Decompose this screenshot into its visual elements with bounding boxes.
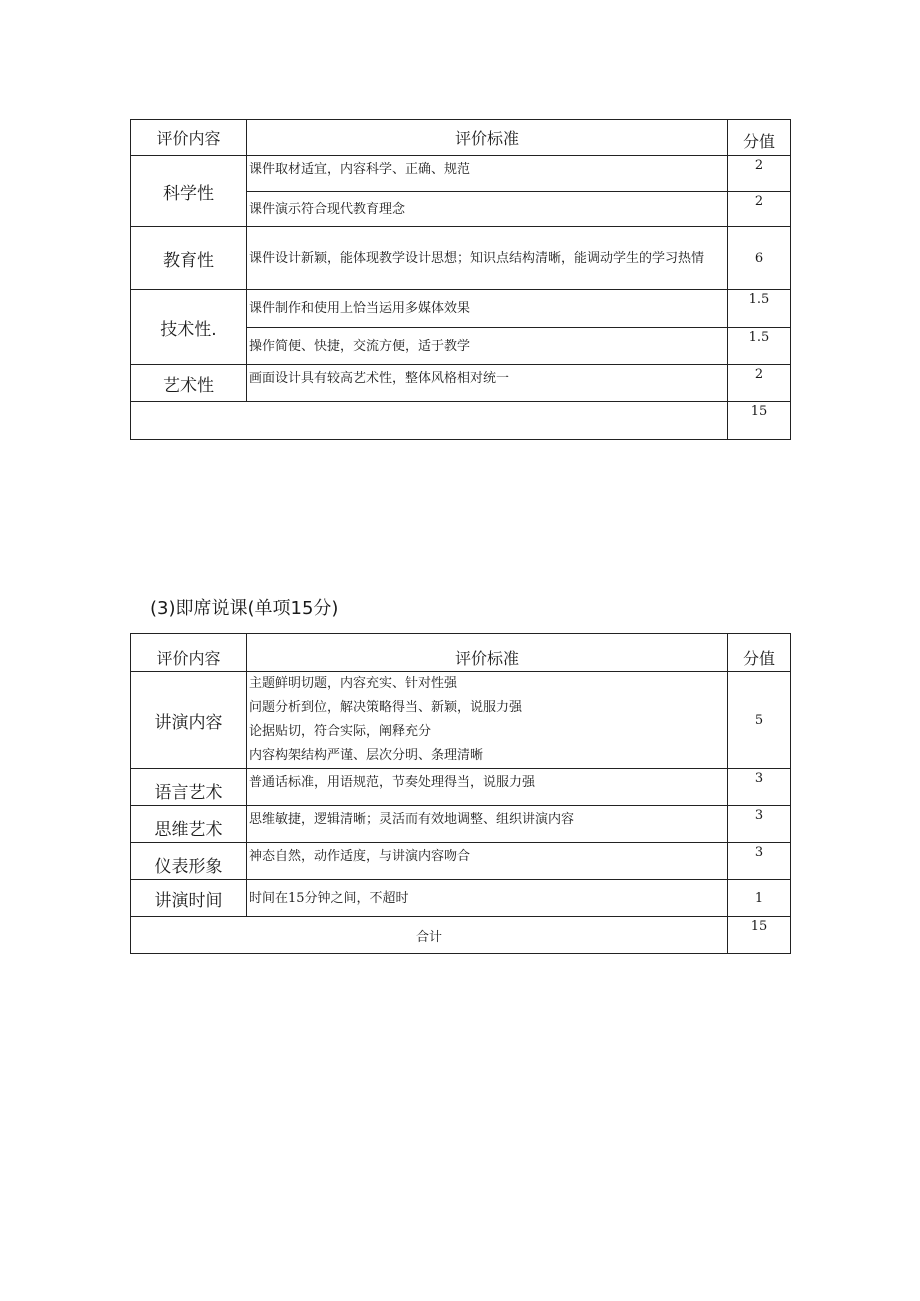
standard-line: 问题分析到位，解决策略得当、新颖，说服力强 bbox=[249, 700, 523, 715]
table-row bbox=[131, 227, 791, 290]
standard-cell bbox=[247, 769, 728, 806]
score-cell: 2 bbox=[728, 192, 791, 227]
standard-cell: 画面设计具有较高艺术性，整体风格相对统一 bbox=[247, 365, 728, 402]
standard-cell bbox=[247, 880, 728, 917]
standard-line: 内容构架结构严谨、层次分明、条理清晰 bbox=[249, 748, 484, 763]
header-standard: 评价标准 bbox=[247, 120, 728, 156]
standard-cell: 课件设计新颖，能体现教学设计思想；知识点结构清晰，能调动学生的学习热情 bbox=[247, 227, 728, 290]
category-cell: 讲演时间 bbox=[131, 880, 247, 917]
score-cell: 3 bbox=[728, 843, 791, 880]
category-cell: 艺术性 bbox=[131, 365, 247, 402]
standard-line: 时间在15分钟之间，不超时 bbox=[249, 890, 409, 906]
header-category: 评价内容 bbox=[131, 120, 247, 156]
category-cell: 教育性 bbox=[131, 227, 247, 290]
total-label: 合计 bbox=[131, 917, 728, 954]
total-label bbox=[131, 402, 728, 440]
standard-cell: 课件演示符合现代教育理念 bbox=[247, 192, 728, 227]
table-row bbox=[131, 806, 791, 843]
score-cell: 6 bbox=[728, 227, 791, 290]
category-cell: 语言艺术 bbox=[131, 769, 247, 806]
table-row bbox=[131, 672, 791, 769]
category-cell: 技术性. bbox=[131, 290, 247, 365]
table-header-row bbox=[131, 120, 791, 156]
standard-line: 主题鲜明切题，内容充实、针对性强 bbox=[249, 676, 458, 691]
standard-line: 论据贴切，符合实际，阐释充分 bbox=[249, 724, 432, 739]
score-cell: 3 bbox=[728, 769, 791, 806]
standard-line: 普通话标准，用语规范，节奏处理得当，说服力强 bbox=[249, 775, 536, 790]
section-heading: (3)即席说课(单项15分) bbox=[150, 598, 339, 619]
total-score: 15 bbox=[728, 917, 791, 954]
standard-cell: 课件取材适宜，内容科学、正确、规范 bbox=[247, 156, 728, 192]
category-cell: 仪表形象 bbox=[131, 843, 247, 880]
score-cell: 5 bbox=[728, 672, 791, 769]
standard-line: 思维敏捷，逻辑清晰；灵活而有效地调整、组织讲演内容 bbox=[249, 812, 575, 827]
header-score: 分值 bbox=[728, 120, 791, 156]
table-row bbox=[131, 290, 791, 328]
score-cell: 1.5 bbox=[728, 290, 791, 328]
table-row bbox=[131, 365, 791, 402]
category-cell: 科学性 bbox=[131, 156, 247, 227]
table-row bbox=[131, 769, 791, 806]
header-category: 评价内容 bbox=[131, 634, 247, 672]
total-score: 15 bbox=[728, 402, 791, 440]
table-row bbox=[131, 880, 791, 917]
standard-line: 神态自然，动作适度，与讲演内容吻合 bbox=[249, 849, 471, 864]
standard-cell: 操作简便、快捷，交流方便，适于教学 bbox=[247, 328, 728, 365]
score-cell: 2 bbox=[728, 365, 791, 402]
total-row bbox=[131, 917, 791, 954]
standard-cell: 课件制作和使用上恰当运用多媒体效果 bbox=[247, 290, 728, 328]
score-cell: 1.5 bbox=[728, 328, 791, 365]
standard-cell bbox=[247, 843, 728, 880]
header-standard: 评价标准 bbox=[247, 634, 728, 672]
score-cell: 1 bbox=[728, 880, 791, 917]
evaluation-table-2 bbox=[130, 633, 791, 954]
table-header-row bbox=[131, 634, 791, 672]
total-row bbox=[131, 402, 791, 440]
header-score: 分值 bbox=[728, 634, 791, 672]
table-row bbox=[131, 843, 791, 880]
score-cell: 2 bbox=[728, 156, 791, 192]
category-cell: 思维艺术 bbox=[131, 806, 247, 843]
standard-cell bbox=[247, 806, 728, 843]
evaluation-table-1 bbox=[130, 119, 791, 440]
table-row bbox=[131, 156, 791, 192]
category-cell: 讲演内容 bbox=[131, 672, 247, 769]
standard-cell bbox=[247, 672, 728, 769]
score-cell: 3 bbox=[728, 806, 791, 843]
